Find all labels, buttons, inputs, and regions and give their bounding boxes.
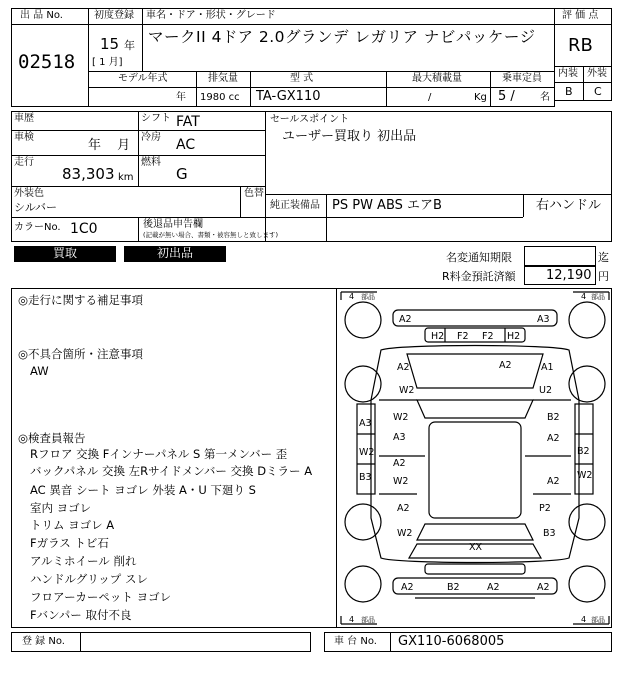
- max-load-label: 最大積載量: [412, 73, 462, 84]
- mark-l-fender-w: W2: [399, 385, 415, 396]
- mark-r-quarter-b: B3: [543, 528, 556, 539]
- mark-rear-bumper-r1: A2: [487, 582, 500, 593]
- mark-r-sill-w: W2: [577, 470, 593, 481]
- mark-l-fender-a: A2: [397, 362, 410, 373]
- mark-front-h2-r: H2: [507, 331, 521, 342]
- report-line: トリム ヨゴレ A: [30, 518, 115, 532]
- capacity-value: 5 /: [498, 89, 515, 104]
- inspector-report-title: ◎検査員報告: [18, 431, 86, 445]
- chassis-value: GX110-6068005: [398, 634, 505, 649]
- mark-rear-bumper-m: B2: [447, 582, 460, 593]
- mileage-value: 83,303: [62, 165, 115, 183]
- mark-l-sill-w: W2: [359, 447, 375, 458]
- grade-value: RB: [568, 35, 593, 56]
- max-load-sep: /: [428, 92, 432, 103]
- report-line: Fバンパー 取付不良: [30, 608, 132, 622]
- mark-front-f2-l: F2: [457, 331, 469, 342]
- mark-front-bumper-l: A2: [399, 314, 412, 325]
- first-reg-year-unit: 年: [124, 39, 135, 52]
- mark-r-quarter-p: P2: [539, 503, 551, 514]
- defects-title: ◎不具合箇所・注意事項: [18, 347, 144, 361]
- rear-bumper: [393, 578, 557, 594]
- tire-unit-tr: 部品: [591, 293, 605, 301]
- mark-front-f2-r: F2: [482, 331, 494, 342]
- max-load-unit: Kg: [474, 92, 487, 103]
- type-label: 型 式: [290, 73, 314, 84]
- inspection-label: 車検: [14, 132, 34, 143]
- report-line: ハンドルグリップ スレ: [30, 572, 148, 586]
- mark-l-rear-door-a: A2: [393, 458, 406, 469]
- recycle-unit: 円: [598, 270, 609, 283]
- defects-value: AW: [30, 364, 49, 378]
- mark-rear-bumper-l: A2: [401, 582, 414, 593]
- equipment-value: PS PW ABS エアB: [332, 198, 442, 213]
- mileage-label: 走行: [14, 157, 34, 168]
- mark-r-fender-a: A1: [541, 362, 554, 373]
- driving-notes-title: ◎走行に関する補足事項: [18, 293, 144, 307]
- mark-r-front-door-a: A2: [547, 433, 560, 444]
- capacity-unit: 名: [540, 92, 550, 103]
- tire-unit-br: 部品: [591, 616, 605, 624]
- mark-l-quarter-a: A2: [397, 503, 410, 514]
- equipment-label: 純正装備品: [270, 200, 320, 211]
- mark-l-front-door-w: W2: [393, 412, 409, 423]
- fuel-value: G: [176, 165, 188, 183]
- mark-l-rear-door-w: W2: [393, 476, 409, 487]
- wheel-front-left: [345, 302, 381, 338]
- tire-count-br: 4: [581, 615, 587, 624]
- aftermarket-note: (記載が無い場合、書類・被容無しと致します): [143, 231, 279, 239]
- inspection-value: 年 月: [88, 138, 131, 153]
- wheel-rear-left: [345, 566, 381, 602]
- recolor-label: 色替: [244, 188, 264, 199]
- mark-trunk: XX: [469, 542, 483, 553]
- type-value: TA-GX110: [256, 89, 321, 104]
- handle-value: 右ハンドル: [536, 198, 602, 213]
- model-year-label: モデル年式: [118, 73, 168, 84]
- color-no-value: 1C0: [70, 221, 98, 237]
- mark-r-fender-u: U2: [539, 385, 552, 396]
- tire-unit-tl: 部品: [361, 293, 375, 301]
- model-year-unit: 年: [176, 92, 186, 103]
- displacement-label: 排気量: [208, 73, 238, 84]
- report-line: バックパネル 交換 左Rサイドメンバー 交換 Dミラー A: [30, 464, 313, 478]
- car-diagram: [336, 288, 612, 628]
- deadline-unit: 迄: [598, 251, 609, 264]
- roof: [429, 422, 521, 518]
- displacement-value: 1980 cc: [200, 92, 240, 103]
- first-reg-month: [ 1 月]: [92, 57, 123, 68]
- mark-bonnet: A2: [499, 360, 512, 371]
- report-line: フロアーカーペット ヨゴレ: [30, 590, 172, 604]
- reg-no-label: 登 録 No.: [22, 636, 65, 647]
- mark-r-front-door-b: B2: [547, 412, 560, 423]
- interior-label: 内装: [558, 68, 578, 79]
- first-reg-label: 初度登録: [94, 10, 134, 21]
- sales-point-label: セールスポイント: [270, 114, 350, 125]
- mark-front-bumper-r: A3: [537, 314, 550, 325]
- history-label: 車歴: [14, 113, 34, 124]
- color-label: 外装色: [14, 188, 44, 199]
- car-name-label: 車名・ドア・形状・グレード: [146, 10, 276, 21]
- exterior-grade: C: [594, 85, 602, 98]
- interior-grade: B: [565, 85, 573, 98]
- mark-l-quarter-w: W2: [397, 528, 413, 539]
- report-line: 室内 ヨゴレ: [30, 501, 92, 515]
- sales-point-value: ユーザー買取り 初出品: [282, 129, 417, 144]
- tire-count-bl: 4: [349, 615, 355, 624]
- first-reg-year: 15: [100, 35, 120, 53]
- report-line: アルミホイール 削れ: [30, 554, 137, 568]
- tire-count-tl: 4: [349, 292, 355, 301]
- wheel-front-right: [569, 302, 605, 338]
- lot-number: 02518: [18, 51, 76, 73]
- ac-label: 冷房: [141, 132, 161, 143]
- mark-l-sill-b: B3: [359, 472, 372, 483]
- exterior-label: 外装: [587, 68, 607, 79]
- ac-value: AC: [176, 137, 196, 153]
- car-name: マークII 4ドア 2.0グランデ レガリア ナビパッケージ: [148, 28, 536, 46]
- recycle-value: 12,190: [546, 268, 592, 283]
- color-no-label: カラーNo.: [14, 222, 61, 233]
- report-line: Rフロア 交換 Fインナーパネル S 第一メンバー 歪: [30, 447, 288, 461]
- front-bumper: [393, 310, 557, 326]
- mileage-unit: km: [118, 172, 134, 183]
- capacity-label: 乗車定員: [502, 73, 542, 84]
- windscreen: [417, 400, 533, 418]
- deadline-box: [524, 246, 596, 266]
- fuel-label: 燃料: [141, 157, 161, 168]
- mark-r-rear-door-a: A2: [547, 476, 560, 487]
- shift-label: シフト: [141, 113, 171, 124]
- report-line: AC 異音 シート ヨゴレ 外装 A・U 下廻り S: [30, 483, 256, 497]
- buy-tag: 買取: [14, 246, 116, 262]
- rear-window: [417, 524, 533, 540]
- bonnet: [407, 354, 543, 388]
- mark-front-h2-l: H2: [431, 331, 445, 342]
- mark-l-sill-a: A3: [359, 418, 372, 429]
- wheel-rear-right: [569, 566, 605, 602]
- first-listing-tag: 初出品: [124, 246, 226, 262]
- shift-value: FAT: [176, 114, 200, 130]
- rear-lights: [425, 564, 525, 574]
- tire-unit-bl: 部品: [361, 616, 375, 624]
- lot-label: 出 品 No.: [20, 10, 63, 21]
- aftermarket-label: 後退品申告欄: [143, 219, 203, 230]
- mark-r-sill-b: B2: [577, 446, 590, 457]
- color-value: シルバー: [14, 201, 57, 214]
- mark-l-front-door-a: A3: [393, 432, 406, 443]
- recycle-label: R料金預託済額: [442, 270, 516, 283]
- report-line: Fガラス トビ石: [30, 536, 109, 550]
- tire-count-tr: 4: [581, 292, 587, 301]
- grade-label: 評 価 点: [562, 10, 599, 21]
- chassis-label: 車 台 No.: [334, 636, 377, 647]
- mark-rear-bumper-r2: A2: [537, 582, 550, 593]
- car-diagram-svg: [337, 288, 613, 628]
- deadline-label: 名変通知期限: [446, 251, 512, 264]
